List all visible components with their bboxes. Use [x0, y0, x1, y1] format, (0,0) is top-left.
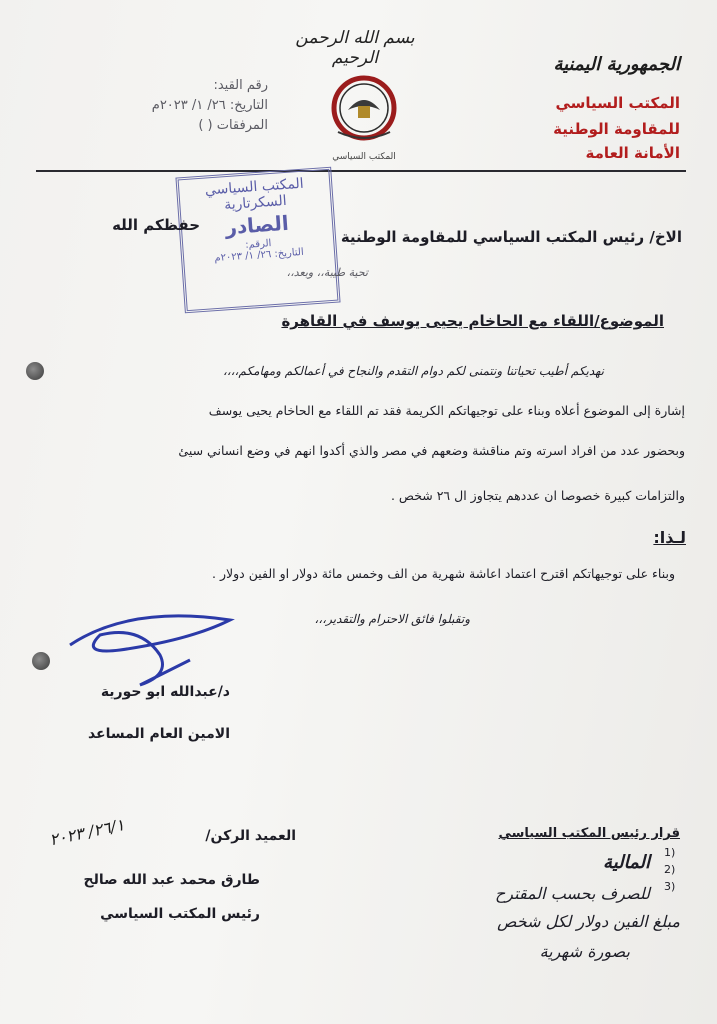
- eagle-emblem-icon: [318, 72, 410, 152]
- logo-caption: المكتب السياسي: [332, 152, 396, 162]
- greeting: تحية طيبة،، وبعد،،: [286, 266, 368, 279]
- decision-handwritten-3: مبلغ الفين دولار لكل شخص: [497, 912, 680, 931]
- approver-title: رئيس المكتب السياسي: [100, 906, 260, 922]
- opening-line: نهديكم أطيب تحياتنا ونتمنى لكم دوام التقدم والنجاح في أعمالكم ومهامكم،،،،: [222, 364, 604, 378]
- body-line-2: وبحضور عدد من افراد اسرته وتم مناقشة وضعهم في مصر والذي أكدوا انهم في وضع انساني سيئ: [178, 443, 685, 458]
- subject-line: الموضوع/اللقاء مع الحاخام يحيى يوسف في القاهرة: [281, 312, 664, 330]
- approver-name: طارق محمد عبد الله صالح: [83, 872, 260, 888]
- decision-number-2: 2): [664, 863, 676, 876]
- decision-heading: قرار رئيس المكتب السياسي: [498, 826, 680, 841]
- header-divider: [36, 170, 686, 172]
- proposal-line: وبناء على توجيهاتكم اقترح اعتماد اعاشة شهرية من الف وخمس مائة دولار او الفين دولار .: [212, 566, 675, 581]
- decision-numbering: [664, 844, 686, 895]
- stamp-line-secretariat: السكرتارية: [223, 192, 288, 214]
- emblem-logo: [318, 72, 410, 152]
- handwritten-date: ٢٦/١/ ٢٠٢٣: [47, 815, 127, 850]
- basmala: بسم الله الرحمن الرحيم: [295, 28, 415, 68]
- stamp-field-number: الرقم:: [244, 238, 272, 251]
- decision-handwritten-1: المالية: [603, 852, 650, 873]
- body-line-3: والتزامات كبيرة خصوصا ان عددهم يتجاوز ال ٢٦ شخص .: [390, 488, 685, 503]
- body-line-1: إشارة إلى الموضوع أعلاه وبناء على توجيهاتكم الكريمة فقد تم اللقاء مع الحاخام يحيى يوسف: [208, 403, 685, 418]
- decision-number-3: 3): [664, 880, 676, 893]
- document-date: التاريخ: ٢٦/ ١/ ٢٠٢٣م: [151, 98, 268, 113]
- attachments-label: المرفقات ( ): [198, 118, 268, 133]
- decision-handwritten-2: للصرف بحسب المقترح: [494, 884, 650, 903]
- addressee-line: الاخ/ رئيس المكتب السياسي للمقاومة الوطنية: [340, 228, 682, 246]
- stamp-field-date: التاريخ: ٢٦/ ١/ ٢٠٢٣م: [214, 246, 305, 265]
- stamp-line-office: المكتب السياسي: [204, 175, 305, 199]
- org-country: الجمهورية اليمنية: [553, 54, 680, 75]
- closing-line: وتقبلوا فائق الاحترام والتقدير،،،: [314, 612, 470, 626]
- signatory-title: الامين العام المساعد: [87, 726, 230, 742]
- org-national-resistance: للمقاومة الوطنية: [553, 120, 680, 138]
- approver-rank: العميد الركن/: [205, 828, 296, 844]
- decision-number-1: 1): [664, 846, 676, 859]
- signatory-name: د/عبدالله ابو حورية: [100, 684, 230, 700]
- secretariat-stamp: [175, 167, 340, 314]
- stamp-line-outgoing: الصادر: [224, 210, 290, 240]
- org-political-office: المكتب السياسي: [555, 94, 680, 112]
- decision-handwritten-4: بصورة شهرية: [539, 942, 630, 961]
- reference-number-label: رقم القيد:: [213, 78, 268, 93]
- binder-hole-top: [26, 362, 44, 380]
- addressee-honorific: حفظكم الله: [112, 216, 200, 234]
- therefore-label: لـذا:: [653, 528, 686, 547]
- org-general-secretariat: الأمانة العامة: [585, 144, 680, 162]
